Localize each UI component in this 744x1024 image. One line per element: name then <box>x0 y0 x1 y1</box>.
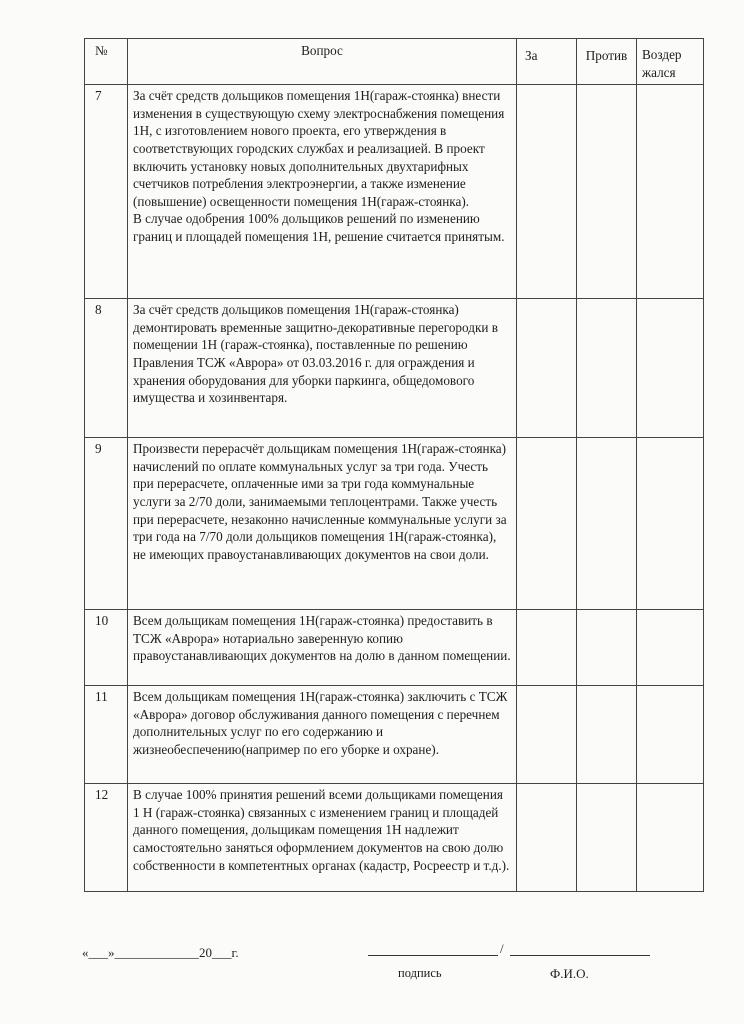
name-line[interactable] <box>510 955 650 956</box>
question-note: В случае одобрения 100% дольщиков решений по изменению границ и площадей помещения 1Н, решение считается принятым. <box>133 211 505 244</box>
question-text: За счёт средств дольщиков помещения 1Н(гараж-стоянка) внести изменения в существующую схему электроснабжения помещения 1Н, с изготовлением нового проекта, его утверждения в соответствующих городских службах и реализацией. В проект включить установку новых дополнительных двухтарифных счетчиков потребления электроэнергии, а также изменение (повышение) освещенности помещения 1Н(гараж-стоянка). <box>133 88 505 209</box>
vote-against-cell[interactable] <box>577 85 637 299</box>
vote-against-cell[interactable] <box>577 610 637 686</box>
vote-for-cell[interactable] <box>517 784 577 892</box>
vote-for-cell[interactable] <box>517 299 577 438</box>
vote-against-cell[interactable] <box>577 438 637 610</box>
header-for: За <box>517 39 577 85</box>
question-text: За счёт средств дольщиков помещения 1Н(гараж-стоянка) демонтировать временные защитно-декоративные перегородки в помещении 1Н (гараж-стоянка), поставленные по решению Правления ТСЖ «Аврора» от 03.03.2016 г. для ограждения и хранения оборудования для уборки паркинга, общедомового имущества и хозинвентаря. <box>133 302 498 406</box>
signature-label: подпись <box>398 966 442 980</box>
vote-abstain-cell[interactable] <box>637 686 704 784</box>
date-line[interactable]: «___»_____________20___г. <box>82 945 239 960</box>
row-number: 11 <box>85 686 128 784</box>
table-body <box>85 85 704 892</box>
question-cell <box>128 438 517 610</box>
vote-abstain-cell[interactable] <box>637 299 704 438</box>
table-row <box>85 784 704 892</box>
vote-for-cell[interactable] <box>517 686 577 784</box>
question-cell <box>128 686 517 784</box>
vote-for-cell[interactable] <box>517 85 577 299</box>
row-number: 8 <box>85 299 128 438</box>
question-cell <box>128 610 517 686</box>
vote-against-cell[interactable] <box>577 299 637 438</box>
question-text: В случае 100% принятия решений всеми дольщиками помещения 1 Н (гараж-стоянка) связанных с изменением границ и площадей данного помещения, дольщикам помещения 1Н надлежит самостоятельно заняться оформлением документов на свою долю собственности в компетентных органах (кадастр, Росреестр и т.д.). <box>133 787 510 873</box>
header-number: № <box>85 39 128 85</box>
question-text: Всем дольщикам помещения 1Н(гараж-стоянка) предоставить в ТСЖ «Аврора» нотариально заверенную копию правоустанавливающих документов на долю в данном помещении. <box>133 613 511 664</box>
vote-abstain-cell[interactable] <box>637 610 704 686</box>
header-abstain: Воздер жался <box>637 39 704 85</box>
table-row <box>85 438 704 610</box>
table-row <box>85 610 704 686</box>
row-number: 10 <box>85 610 128 686</box>
row-number: 12 <box>85 784 128 892</box>
signature-lines <box>368 941 650 957</box>
header-question: Вопрос <box>128 39 517 85</box>
vote-abstain-cell[interactable] <box>637 438 704 610</box>
table-row <box>85 85 704 299</box>
vote-against-cell[interactable] <box>577 686 637 784</box>
table-row <box>85 299 704 438</box>
name-label: Ф.И.О. <box>550 966 589 981</box>
question-cell <box>128 299 517 438</box>
question-cell <box>128 85 517 299</box>
row-number: 7 <box>85 85 128 299</box>
table-header-row <box>85 39 704 85</box>
ballot-table <box>84 38 704 892</box>
vote-abstain-cell[interactable] <box>637 784 704 892</box>
row-number: 9 <box>85 438 128 610</box>
question-cell <box>128 784 517 892</box>
header-against: Против <box>577 39 637 85</box>
question-text: Произвести перерасчёт дольщикам помещения 1Н(гараж-стоянка) начислений по оплате коммунальных услуг за три года. Учесть при перерасчете, оплаченные ими за три года коммунальные услуги за 2/70 доли, занимаемыми теплоцентрами. Также учесть при перерасчете, незаконно начисленные коммунальные услуги за три года на 7/70 доли дольщиков помещения 1Н(гараж-стоянка), не имеющих правоустанавливающих документов на свои доли. <box>133 441 507 562</box>
vote-for-cell[interactable] <box>517 438 577 610</box>
vote-against-cell[interactable] <box>577 784 637 892</box>
table-row <box>85 686 704 784</box>
signature-line[interactable] <box>368 955 498 956</box>
signature-separator: / <box>500 941 504 956</box>
vote-abstain-cell[interactable] <box>637 85 704 299</box>
vote-for-cell[interactable] <box>517 610 577 686</box>
question-text: Всем дольщикам помещения 1Н(гараж-стоянка) заключить с ТСЖ «Аврора» договор обслуживания данного помещения с перечнем дополнительных услуг по его содержанию и жизнеобеспечению(например по его уборке и охране). <box>133 689 508 757</box>
